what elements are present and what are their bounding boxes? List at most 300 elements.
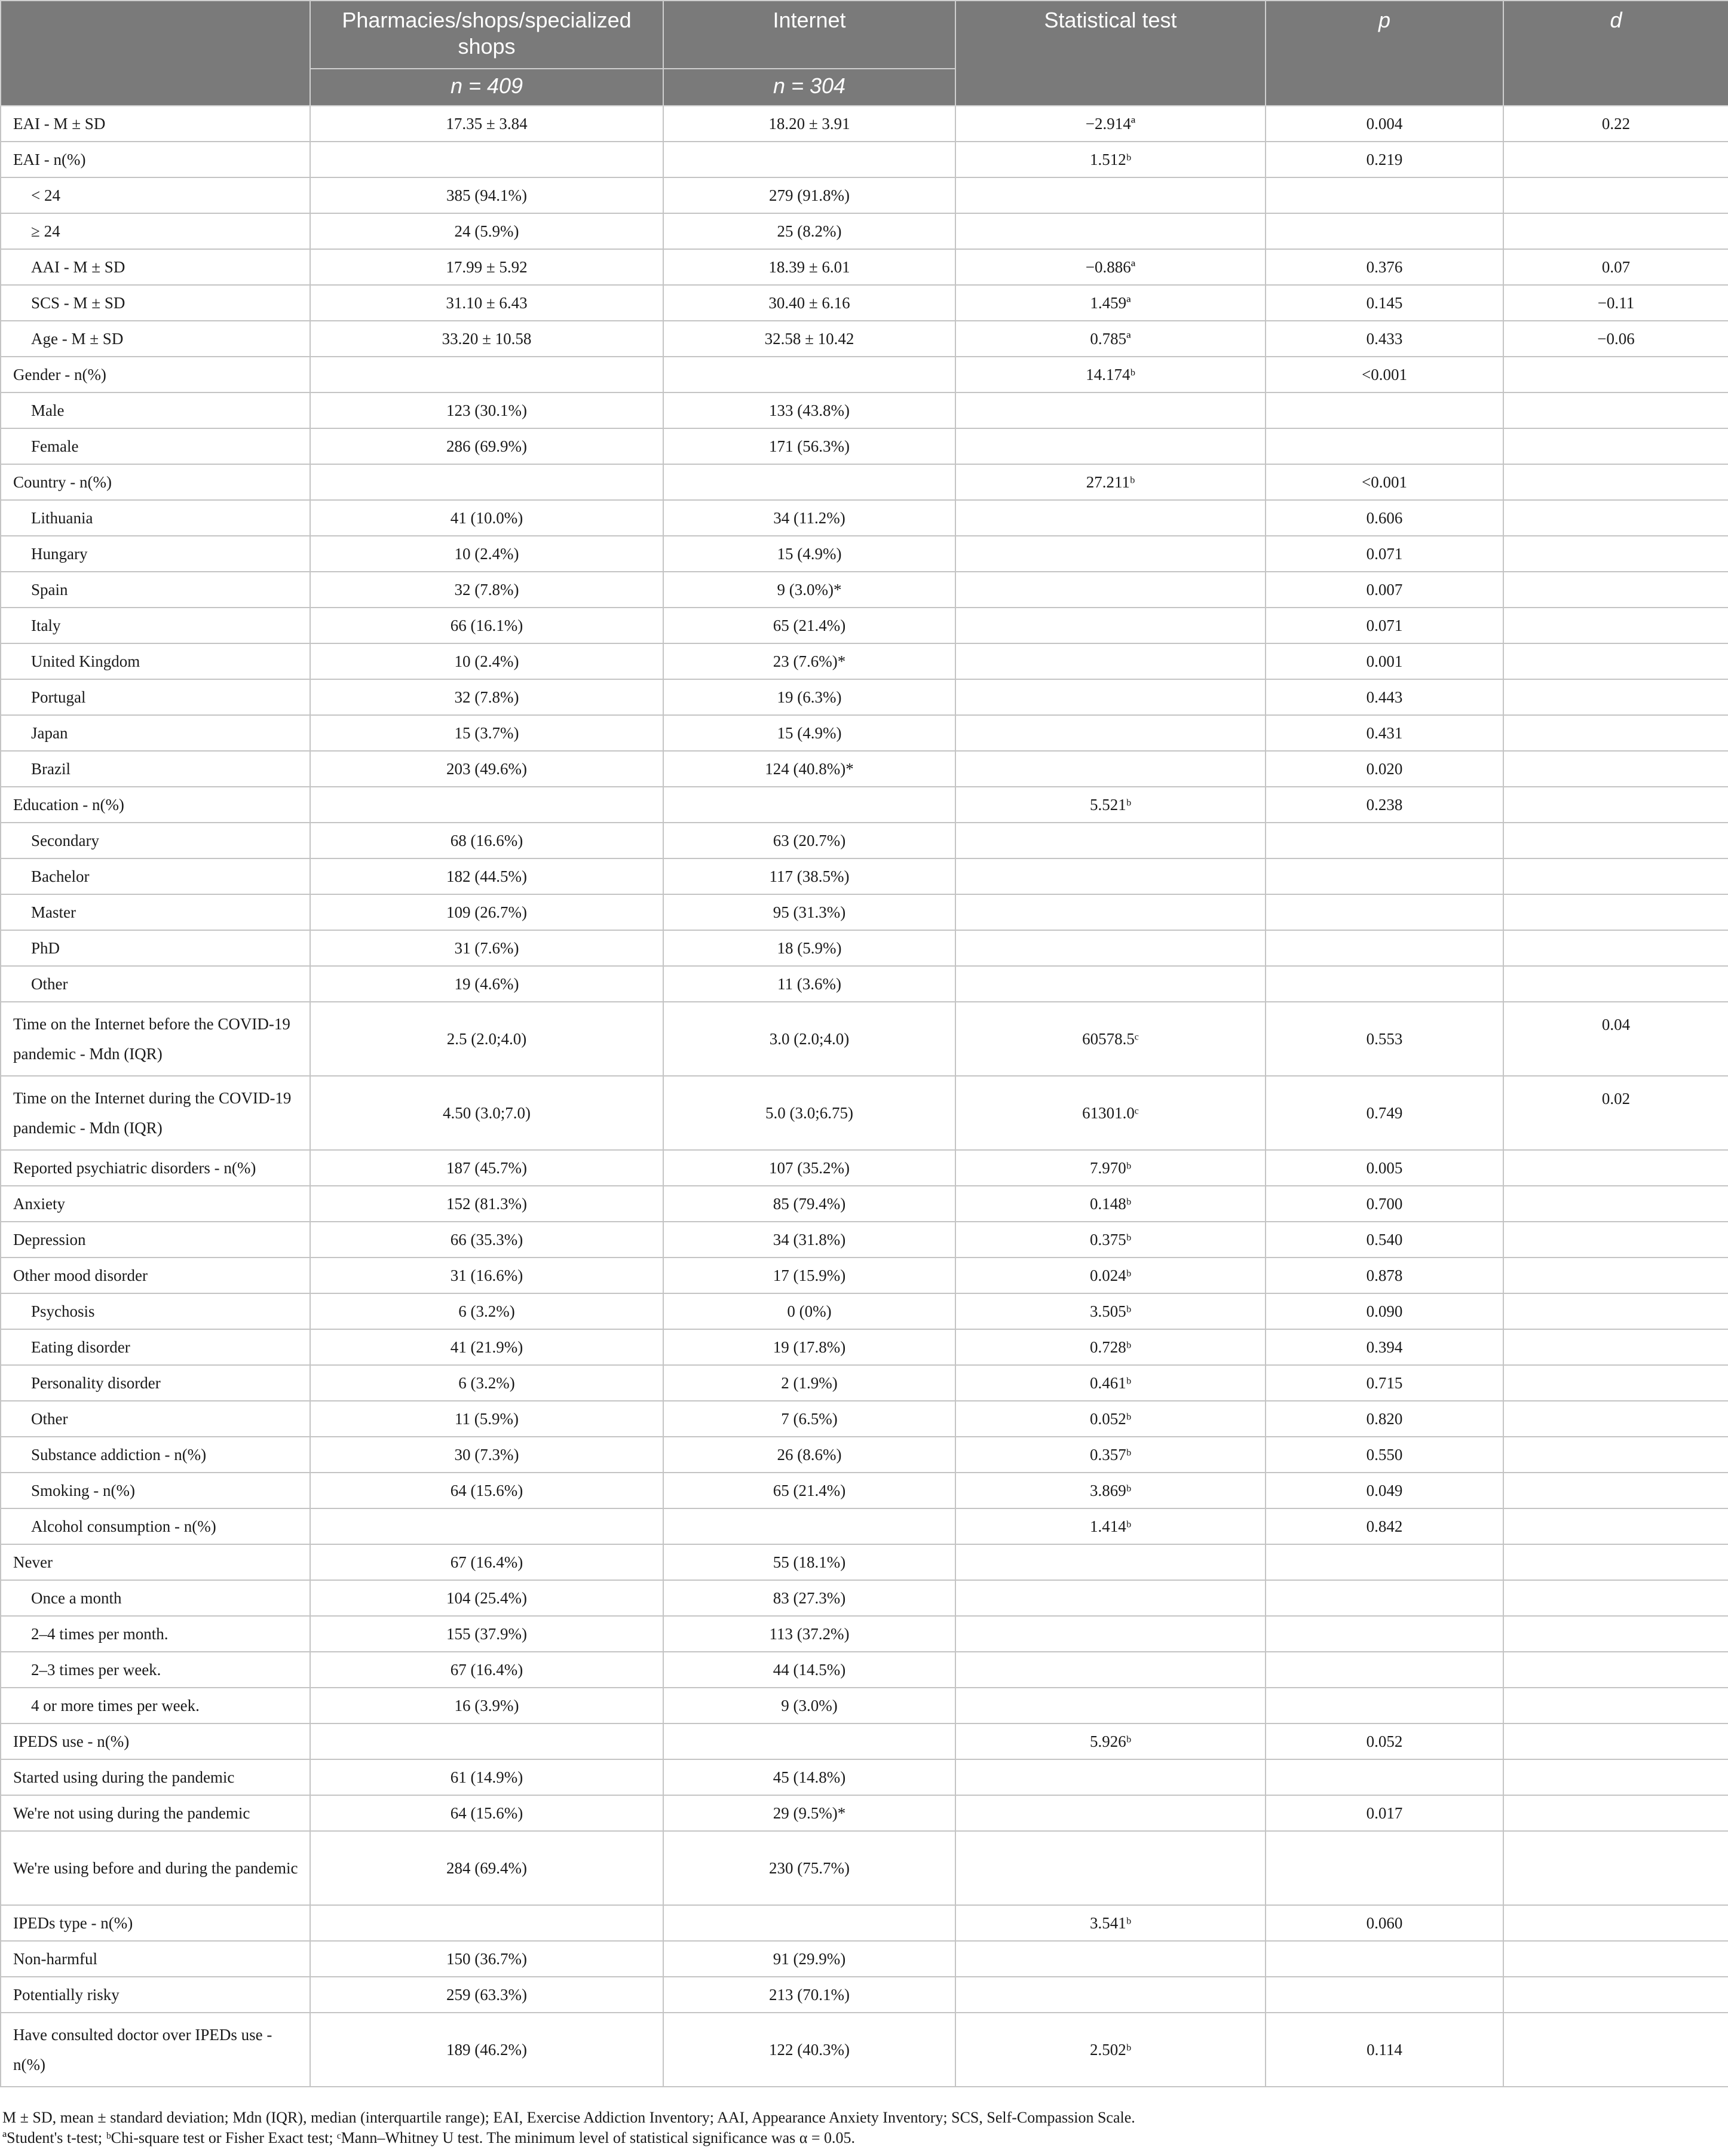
cell-statistical-test	[955, 213, 1266, 249]
table-row	[1, 1795, 1728, 1831]
table-row	[1, 1365, 1728, 1401]
cell-pharmacies: 6 (3.2%)	[310, 1293, 663, 1329]
cell-pharmacies: 15 (3.7%)	[310, 715, 663, 751]
cell-p-value: 0.842	[1266, 1508, 1503, 1544]
table-row	[1, 1977, 1728, 2013]
cell-effect-size	[1503, 1977, 1728, 2013]
cell-p-value: 0.553	[1266, 1002, 1503, 1076]
cell-internet: 95 (31.3%)	[663, 894, 955, 930]
cell-internet: 19 (17.8%)	[663, 1329, 955, 1365]
cell-internet: 213 (70.1%)	[663, 1977, 955, 2013]
row-label: Started using during the pandemic	[1, 1759, 310, 1795]
row-label: AAI - M ± SD	[1, 249, 310, 285]
row-label: 4 or more times per week.	[1, 1688, 310, 1723]
cell-internet: 17 (15.9%)	[663, 1258, 955, 1293]
cell-internet: 9 (3.0%)*	[663, 572, 955, 608]
cell-statistical-test	[955, 1616, 1266, 1652]
cell-statistical-test	[955, 608, 1266, 643]
row-label: Bachelor	[1, 858, 310, 894]
cell-pharmacies: 182 (44.5%)	[310, 858, 663, 894]
cell-effect-size	[1503, 1795, 1728, 1831]
cell-internet: 18.39 ± 6.01	[663, 249, 955, 285]
cell-p-value: 0.005	[1266, 1150, 1503, 1186]
row-label: ≥ 24	[1, 213, 310, 249]
row-label: EAI - M ± SD	[1, 106, 310, 142]
cell-statistical-test	[955, 643, 1266, 679]
cell-effect-size: −0.11	[1503, 285, 1728, 321]
cell-pharmacies: 385 (94.1%)	[310, 177, 663, 213]
cell-effect-size: 0.02	[1503, 1076, 1728, 1150]
cell-effect-size	[1503, 1508, 1728, 1544]
cell-pharmacies	[310, 357, 663, 392]
cell-statistical-test: 7.970ᵇ	[955, 1150, 1266, 1186]
table-row	[1, 930, 1728, 966]
cell-statistical-test: 0.357ᵇ	[955, 1437, 1266, 1473]
cell-p-value: 0.004	[1266, 106, 1503, 142]
cell-pharmacies: 152 (81.3%)	[310, 1186, 663, 1222]
row-label: Male	[1, 392, 310, 428]
table-row	[1, 1905, 1728, 1941]
cell-internet: 171 (56.3%)	[663, 428, 955, 464]
header-internet: Internet	[663, 1, 955, 69]
cell-pharmacies: 10 (2.4%)	[310, 536, 663, 572]
cell-effect-size	[1503, 392, 1728, 428]
row-label: Secondary	[1, 823, 310, 858]
cell-pharmacies: 4.50 (3.0;7.0)	[310, 1076, 663, 1150]
row-label: Portugal	[1, 679, 310, 715]
row-label: We're not using during the pandemic	[1, 1795, 310, 1831]
cell-p-value	[1266, 1652, 1503, 1688]
cell-statistical-test	[955, 858, 1266, 894]
footnote-abbreviations: M ± SD, mean ± standard deviation; Mdn (IQR), median (interquartile range); EAI, Exercise Addiction Inventory; AAI, Appearance Anxiety Inventory; SCS, Self-Compassion Scale.	[2, 2109, 1135, 2126]
cell-p-value: 0.376	[1266, 249, 1503, 285]
cell-p-value	[1266, 1616, 1503, 1652]
cell-pharmacies: 24 (5.9%)	[310, 213, 663, 249]
row-label: Reported psychiatric disorders - n(%)	[1, 1150, 310, 1186]
cell-effect-size	[1503, 1258, 1728, 1293]
cell-p-value: 0.443	[1266, 679, 1503, 715]
table-row	[1, 787, 1728, 823]
cell-internet: 15 (4.9%)	[663, 715, 955, 751]
cell-statistical-test: 3.869ᵇ	[955, 1473, 1266, 1508]
cell-internet: 9 (3.0%)	[663, 1688, 955, 1723]
row-label: Never	[1, 1544, 310, 1580]
cell-internet: 15 (4.9%)	[663, 536, 955, 572]
cell-statistical-test: −0.886ª	[955, 249, 1266, 285]
row-label: Other	[1, 1401, 310, 1437]
cell-pharmacies: 66 (16.1%)	[310, 608, 663, 643]
cell-effect-size	[1503, 787, 1728, 823]
cell-internet: 85 (79.4%)	[663, 1186, 955, 1222]
header-d: d	[1503, 1, 1728, 106]
row-label: Have consulted doctor over IPEDs use - n(%)	[1, 2013, 310, 2087]
row-label: Other	[1, 966, 310, 1002]
cell-internet: 23 (7.6%)*	[663, 643, 955, 679]
table-row	[1, 428, 1728, 464]
row-label: Female	[1, 428, 310, 464]
table-row	[1, 1222, 1728, 1258]
cell-pharmacies: 109 (26.7%)	[310, 894, 663, 930]
cell-p-value: 0.820	[1266, 1401, 1503, 1437]
cell-p-value	[1266, 1977, 1503, 2013]
cell-internet: 65 (21.4%)	[663, 608, 955, 643]
cell-statistical-test: 3.541ᵇ	[955, 1905, 1266, 1941]
table-row	[1, 1941, 1728, 1977]
row-label: Non-harmful	[1, 1941, 310, 1977]
cell-effect-size	[1503, 1544, 1728, 1580]
header-p: p	[1266, 1, 1503, 106]
cell-statistical-test: 14.174ᵇ	[955, 357, 1266, 392]
row-label: Once a month	[1, 1580, 310, 1616]
cell-pharmacies: 67 (16.4%)	[310, 1544, 663, 1580]
cell-internet: 30.40 ± 6.16	[663, 285, 955, 321]
cell-pharmacies: 32 (7.8%)	[310, 679, 663, 715]
cell-effect-size	[1503, 1616, 1728, 1652]
cell-effect-size	[1503, 751, 1728, 787]
cell-internet: 5.0 (3.0;6.75)	[663, 1076, 955, 1150]
row-label: Psychosis	[1, 1293, 310, 1329]
row-label: Country - n(%)	[1, 464, 310, 500]
cell-statistical-test	[955, 823, 1266, 858]
cell-statistical-test	[955, 536, 1266, 572]
cell-internet: 7 (6.5%)	[663, 1401, 955, 1437]
cell-statistical-test	[955, 679, 1266, 715]
cell-p-value: 0.071	[1266, 536, 1503, 572]
cell-pharmacies: 67 (16.4%)	[310, 1652, 663, 1688]
row-label: Education - n(%)	[1, 787, 310, 823]
cell-p-value: 0.071	[1266, 608, 1503, 643]
cell-pharmacies: 11 (5.9%)	[310, 1401, 663, 1437]
row-label: We're using before and during the pandemic	[1, 1831, 310, 1905]
cell-effect-size	[1503, 1150, 1728, 1186]
cell-effect-size	[1503, 1437, 1728, 1473]
cell-effect-size: −0.06	[1503, 321, 1728, 357]
cell-p-value: 0.017	[1266, 1795, 1503, 1831]
row-label: Depression	[1, 1222, 310, 1258]
cell-internet: 32.58 ± 10.42	[663, 321, 955, 357]
table-row	[1, 1401, 1728, 1437]
cell-statistical-test	[955, 1580, 1266, 1616]
cell-pharmacies: 104 (25.4%)	[310, 1580, 663, 1616]
cell-effect-size	[1503, 572, 1728, 608]
cell-internet: 3.0 (2.0;4.0)	[663, 1002, 955, 1076]
cell-statistical-test	[955, 1688, 1266, 1723]
cell-internet: 44 (14.5%)	[663, 1652, 955, 1688]
cell-pharmacies	[310, 1723, 663, 1759]
row-label: Time on the Internet during the COVID-19 pandemic - Mdn (IQR)	[1, 1076, 310, 1150]
cell-effect-size	[1503, 464, 1728, 500]
table-row	[1, 1544, 1728, 1580]
cell-p-value	[1266, 966, 1503, 1002]
cell-effect-size	[1503, 500, 1728, 536]
cell-statistical-test: 0.148ᵇ	[955, 1186, 1266, 1222]
table-row	[1, 1759, 1728, 1795]
cell-effect-size	[1503, 2013, 1728, 2087]
table-row	[1, 1293, 1728, 1329]
cell-p-value: 0.394	[1266, 1329, 1503, 1365]
cell-statistical-test	[955, 1941, 1266, 1977]
cell-p-value	[1266, 1759, 1503, 1795]
table-row	[1, 106, 1728, 142]
cell-pharmacies: 17.99 ± 5.92	[310, 249, 663, 285]
table-row	[1, 1329, 1728, 1365]
row-label: Brazil	[1, 751, 310, 787]
cell-effect-size	[1503, 1723, 1728, 1759]
cell-statistical-test	[955, 572, 1266, 608]
cell-effect-size	[1503, 966, 1728, 1002]
cell-internet: 230 (75.7%)	[663, 1831, 955, 1905]
table-row	[1, 321, 1728, 357]
table-row	[1, 1076, 1728, 1150]
cell-p-value: 0.715	[1266, 1365, 1503, 1401]
table-row	[1, 1616, 1728, 1652]
cell-pharmacies: 31 (7.6%)	[310, 930, 663, 966]
header-n-internet: n = 304	[663, 69, 955, 106]
table-row	[1, 500, 1728, 536]
cell-p-value	[1266, 823, 1503, 858]
cell-p-value: 0.090	[1266, 1293, 1503, 1329]
cell-effect-size	[1503, 1831, 1728, 1905]
header-pharmacies: Pharmacies/shops/specialized shops	[310, 1, 663, 69]
cell-effect-size	[1503, 357, 1728, 392]
cell-effect-size	[1503, 1401, 1728, 1437]
cell-p-value	[1266, 1831, 1503, 1905]
cell-pharmacies: 31.10 ± 6.43	[310, 285, 663, 321]
cell-statistical-test: 5.926ᵇ	[955, 1723, 1266, 1759]
cell-statistical-test: 2.502ᵇ	[955, 2013, 1266, 2087]
row-label: Other mood disorder	[1, 1258, 310, 1293]
row-label: IPEDs type - n(%)	[1, 1905, 310, 1941]
cell-statistical-test: 3.505ᵇ	[955, 1293, 1266, 1329]
cell-internet	[663, 142, 955, 177]
row-label: Master	[1, 894, 310, 930]
cell-effect-size	[1503, 1905, 1728, 1941]
footnotes	[0, 2108, 1728, 2148]
table-row	[1, 142, 1728, 177]
cell-effect-size	[1503, 679, 1728, 715]
cell-p-value	[1266, 213, 1503, 249]
row-label: Personality disorder	[1, 1365, 310, 1401]
cell-internet: 25 (8.2%)	[663, 213, 955, 249]
row-label: Eating disorder	[1, 1329, 310, 1365]
cell-p-value: 0.700	[1266, 1186, 1503, 1222]
cell-effect-size	[1503, 608, 1728, 643]
row-label: IPEDS use - n(%)	[1, 1723, 310, 1759]
row-label: Gender - n(%)	[1, 357, 310, 392]
cell-statistical-test: 27.211ᵇ	[955, 464, 1266, 500]
table-row	[1, 751, 1728, 787]
cell-p-value	[1266, 1688, 1503, 1723]
row-label: Hungary	[1, 536, 310, 572]
cell-effect-size	[1503, 1652, 1728, 1688]
row-label: 2–4 times per month.	[1, 1616, 310, 1652]
cell-p-value: 0.219	[1266, 142, 1503, 177]
table-row	[1, 536, 1728, 572]
table-row	[1, 1580, 1728, 1616]
cell-p-value	[1266, 392, 1503, 428]
cell-p-value: 0.007	[1266, 572, 1503, 608]
cell-effect-size: 0.22	[1503, 106, 1728, 142]
cell-pharmacies: 187 (45.7%)	[310, 1150, 663, 1186]
cell-pharmacies: 259 (63.3%)	[310, 1977, 663, 2013]
cell-effect-size	[1503, 823, 1728, 858]
cell-pharmacies: 41 (10.0%)	[310, 500, 663, 536]
cell-pharmacies	[310, 1905, 663, 1941]
footnote-tests: ªStudent's t-test; ᵇChi-square test or Fisher Exact test; ᶜMann–Whitney U test. The minimum level of statistical significance was α = 0.05.	[2, 2129, 856, 2146]
cell-statistical-test: 5.521ᵇ	[955, 787, 1266, 823]
cell-p-value: 0.049	[1266, 1473, 1503, 1508]
table-row	[1, 858, 1728, 894]
cell-internet: 65 (21.4%)	[663, 1473, 955, 1508]
table-row	[1, 392, 1728, 428]
row-label: Lithuania	[1, 500, 310, 536]
row-label: Japan	[1, 715, 310, 751]
cell-p-value: 0.145	[1266, 285, 1503, 321]
cell-pharmacies: 33.20 ± 10.58	[310, 321, 663, 357]
table-row	[1, 894, 1728, 930]
cell-p-value: 0.540	[1266, 1222, 1503, 1258]
cell-p-value	[1266, 930, 1503, 966]
cell-statistical-test: 0.024ᵇ	[955, 1258, 1266, 1293]
cell-pharmacies: 30 (7.3%)	[310, 1437, 663, 1473]
cell-internet: 11 (3.6%)	[663, 966, 955, 1002]
cell-effect-size: 0.07	[1503, 249, 1728, 285]
cell-effect-size: 0.04	[1503, 1002, 1728, 1076]
table-body	[1, 106, 1728, 2087]
cell-internet: 63 (20.7%)	[663, 823, 955, 858]
cell-pharmacies: 17.35 ± 3.84	[310, 106, 663, 142]
cell-effect-size	[1503, 858, 1728, 894]
table-row	[1, 1437, 1728, 1473]
cell-internet: 34 (11.2%)	[663, 500, 955, 536]
cell-effect-size	[1503, 1186, 1728, 1222]
cell-internet	[663, 787, 955, 823]
cell-p-value: <0.001	[1266, 357, 1503, 392]
cell-p-value	[1266, 894, 1503, 930]
cell-internet	[663, 1905, 955, 1941]
table-row	[1, 1258, 1728, 1293]
cell-statistical-test	[955, 715, 1266, 751]
cell-statistical-test	[955, 1544, 1266, 1580]
cell-internet: 26 (8.6%)	[663, 1437, 955, 1473]
cell-internet: 29 (9.5%)*	[663, 1795, 955, 1831]
row-label: Alcohol consumption - n(%)	[1, 1508, 310, 1544]
cell-statistical-test	[955, 1977, 1266, 2013]
cell-p-value: 0.433	[1266, 321, 1503, 357]
cell-pharmacies: 68 (16.6%)	[310, 823, 663, 858]
cell-effect-size	[1503, 536, 1728, 572]
cell-effect-size	[1503, 1293, 1728, 1329]
table-row	[1, 1831, 1728, 1905]
row-label: Spain	[1, 572, 310, 608]
table-row	[1, 464, 1728, 500]
cell-internet: 124 (40.8%)*	[663, 751, 955, 787]
cell-effect-size	[1503, 1365, 1728, 1401]
cell-p-value	[1266, 1544, 1503, 1580]
cell-pharmacies: 19 (4.6%)	[310, 966, 663, 1002]
cell-effect-size	[1503, 428, 1728, 464]
cell-pharmacies: 64 (15.6%)	[310, 1795, 663, 1831]
cell-effect-size	[1503, 177, 1728, 213]
cell-pharmacies: 61 (14.9%)	[310, 1759, 663, 1795]
cell-statistical-test: 1.512ᵇ	[955, 142, 1266, 177]
cell-internet: 0 (0%)	[663, 1293, 955, 1329]
cell-pharmacies: 155 (37.9%)	[310, 1616, 663, 1652]
cell-internet: 117 (38.5%)	[663, 858, 955, 894]
cell-internet: 2 (1.9%)	[663, 1365, 955, 1401]
table-row	[1, 823, 1728, 858]
cell-statistical-test	[955, 392, 1266, 428]
cell-effect-size	[1503, 213, 1728, 249]
cell-statistical-test	[955, 1831, 1266, 1905]
cell-effect-size	[1503, 643, 1728, 679]
table-row	[1, 1723, 1728, 1759]
cell-p-value: 0.001	[1266, 643, 1503, 679]
cell-statistical-test: 0.461ᵇ	[955, 1365, 1266, 1401]
cell-p-value	[1266, 858, 1503, 894]
cell-internet	[663, 1723, 955, 1759]
cell-effect-size	[1503, 142, 1728, 177]
cell-pharmacies: 284 (69.4%)	[310, 1831, 663, 1905]
header-statistical-test: Statistical test	[955, 1, 1266, 106]
cell-effect-size	[1503, 894, 1728, 930]
cell-pharmacies: 10 (2.4%)	[310, 643, 663, 679]
cell-pharmacies: 32 (7.8%)	[310, 572, 663, 608]
cell-statistical-test	[955, 1652, 1266, 1688]
table-row	[1, 1652, 1728, 1688]
row-label: Time on the Internet before the COVID-19 pandemic - Mdn (IQR)	[1, 1002, 310, 1076]
cell-statistical-test	[955, 751, 1266, 787]
row-label: Potentially risky	[1, 1977, 310, 2013]
table-row	[1, 1186, 1728, 1222]
cell-effect-size	[1503, 715, 1728, 751]
row-label: Smoking - n(%)	[1, 1473, 310, 1508]
cell-internet: 18 (5.9%)	[663, 930, 955, 966]
row-label: PhD	[1, 930, 310, 966]
cell-internet	[663, 464, 955, 500]
table-row	[1, 1150, 1728, 1186]
cell-internet: 107 (35.2%)	[663, 1150, 955, 1186]
cell-internet: 45 (14.8%)	[663, 1759, 955, 1795]
cell-pharmacies: 16 (3.9%)	[310, 1688, 663, 1723]
cell-pharmacies	[310, 464, 663, 500]
cell-p-value: 0.114	[1266, 2013, 1503, 2087]
table-row	[1, 1473, 1728, 1508]
table-row	[1, 357, 1728, 392]
row-label: < 24	[1, 177, 310, 213]
cell-p-value: <0.001	[1266, 464, 1503, 500]
cell-statistical-test	[955, 894, 1266, 930]
header-n-pharmacies: n = 409	[310, 69, 663, 106]
cell-p-value: 0.238	[1266, 787, 1503, 823]
cell-pharmacies: 286 (69.9%)	[310, 428, 663, 464]
cell-p-value: 0.060	[1266, 1905, 1503, 1941]
cell-statistical-test: 0.052ᵇ	[955, 1401, 1266, 1437]
cell-internet	[663, 1508, 955, 1544]
cell-pharmacies	[310, 787, 663, 823]
cell-pharmacies: 150 (36.7%)	[310, 1941, 663, 1977]
cell-statistical-test	[955, 177, 1266, 213]
cell-statistical-test: 1.414ᵇ	[955, 1508, 1266, 1544]
cell-statistical-test: 0.728ᵇ	[955, 1329, 1266, 1365]
cell-p-value	[1266, 428, 1503, 464]
cell-statistical-test: 61301.0ᶜ	[955, 1076, 1266, 1150]
row-label: EAI - n(%)	[1, 142, 310, 177]
cell-statistical-test	[955, 1795, 1266, 1831]
cell-statistical-test: 0.375ᵇ	[955, 1222, 1266, 1258]
cell-internet: 55 (18.1%)	[663, 1544, 955, 1580]
table-row	[1, 608, 1728, 643]
